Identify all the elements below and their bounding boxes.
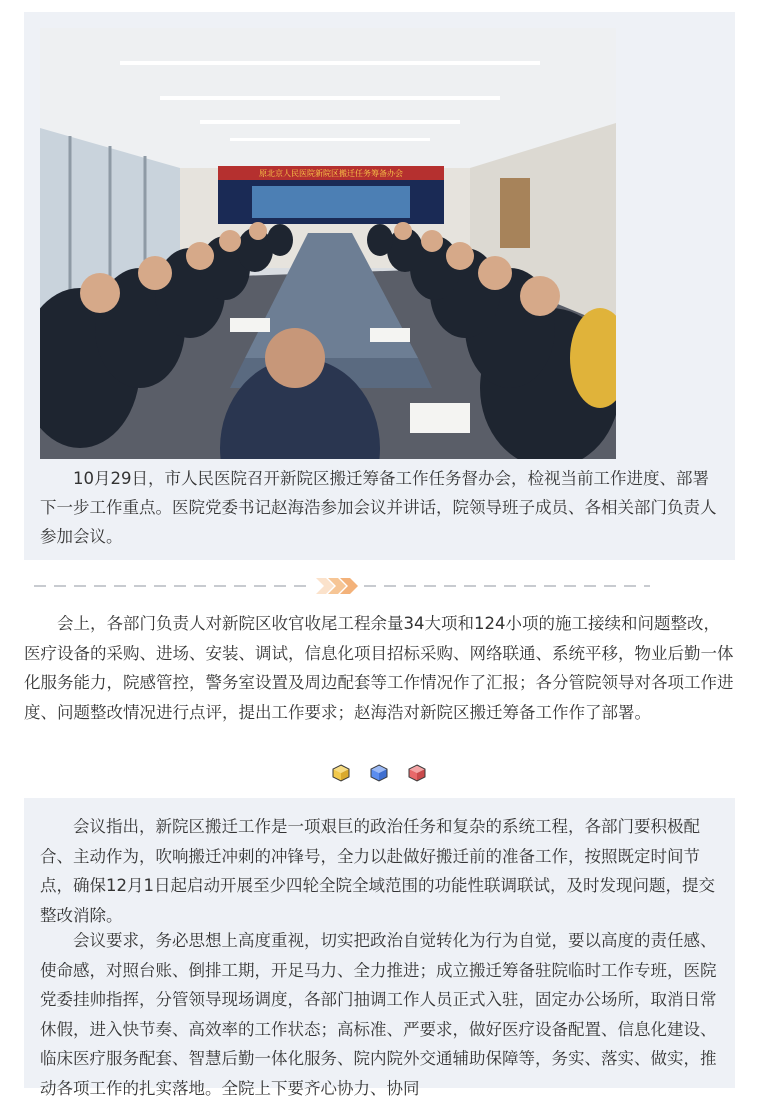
meeting-requirements-paragraph: 会议要求，务必思想上高度重视，切实把政治自觉转化为行为自觉，要以高度的责任感、使命感，对照台账、倒排工期，开足马力、全力推进；成立搬迁筹备驻院临时工作专班，医院党委挂帅指挥，分管领导现场调度，各部门抽调工作人员正式入驻，固定办公场所，取消日常休假，进入快节奏、高效率的工作状态；高标准、严要求，做好医疗设备配置、信息化建设、临床医疗服务配套、智慧后勤一体化服务、院内院外交通辅助保障等，务实、落实、做实，推动各项工作的扎实落地。全院上下要齐心协力、协同 (40, 931, 717, 1098)
photo-caption: 10月29日，市人民医院召开新院区搬迁筹备工作任务督办会，检视当前工作进度、部署下一步工作重点。医院党委书记赵海浩参加会议并讲话，院领导班子成员、各相关部门负责人参加会议。 (40, 469, 717, 546)
banner-text: 原北京人民医院新院区搬迁任务筹备办会 (259, 169, 403, 178)
meeting-summary-card (24, 798, 735, 1098)
meeting-points-paragraph: 会议指出，新院区搬迁工作是一项艰巨的政治任务和复杂的系统工程，各部门要积极配合、主动作为，吹响搬迁冲刺的冲锋号，全力以赴做好搬迁前的准备工作，按照既定时间节点，确保12月1日起启动开展至少四轮全院全域范围的功能性联调联试，及时发现问题，提交整改消除。 (40, 817, 715, 925)
section-divider (34, 576, 650, 596)
double-arrow-icon (312, 576, 364, 596)
photo-card (24, 12, 735, 560)
dashed-line-left (34, 585, 306, 587)
meeting-photo (40, 28, 616, 459)
yellow-cube-icon (332, 764, 350, 782)
dashed-line-right (364, 585, 650, 587)
blue-cube-icon (370, 764, 388, 782)
cube-decoration (330, 764, 430, 784)
red-cube-icon (408, 764, 426, 782)
report-paragraph: 会上，各部门负责人对新院区收官收尾工程余量34大项和124小项的施工接续和问题整改，医疗设备的采购、进场、安装、调试，信息化项目招标采购、网络联通、系统平移，物业后勤一体化服务能力，院感管控，警务室设置及周边配套等工作情况作了汇报；各分管院领导对各项工作进度、问题整改情况进行点评，提出工作要求；赵海浩对新院区搬迁筹备工作作了部署。 (24, 614, 734, 722)
